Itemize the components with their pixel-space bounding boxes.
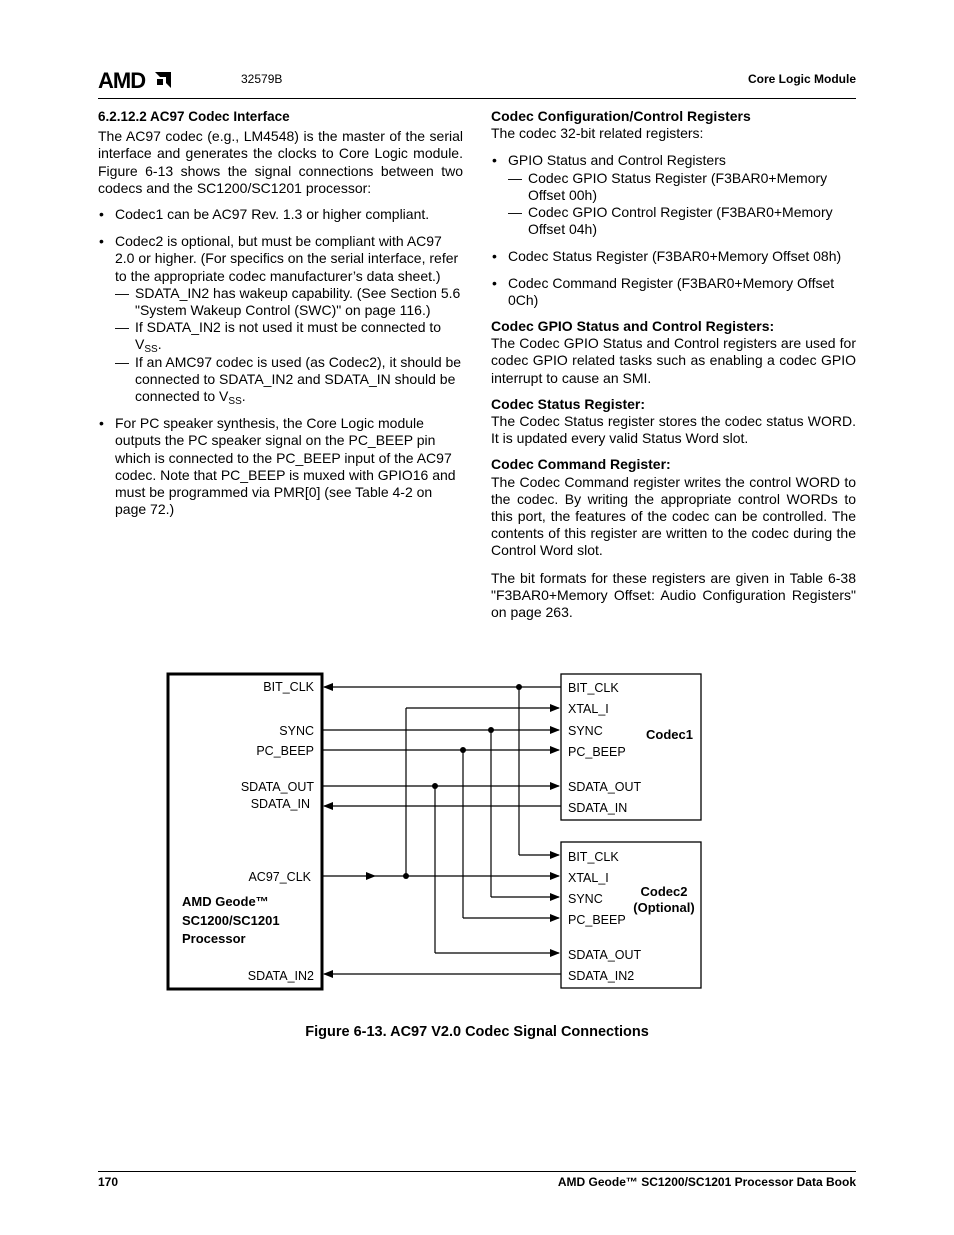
doc-id: 32579B bbox=[241, 72, 283, 86]
codec1-label: Codec1 bbox=[646, 727, 693, 742]
proc-pin-bit-clk: BIT_CLK bbox=[263, 680, 314, 694]
reg-gpio-control: — Codec GPIO Control Register (F3BAR0+Memory Offset 04h) bbox=[508, 204, 856, 238]
codec2-pin-sdata-out: SDATA_OUT bbox=[568, 948, 642, 962]
codec2-pin-xtal-i: XTAL_I bbox=[568, 871, 609, 885]
junction-dot bbox=[488, 727, 494, 733]
header-rule bbox=[98, 98, 856, 99]
footer-rule bbox=[98, 1171, 856, 1172]
proc-pin-pc-beep: PC_BEEP bbox=[256, 744, 314, 758]
processor-box bbox=[168, 674, 322, 989]
processor-label-line3: Processor bbox=[182, 931, 246, 946]
junction-dot bbox=[432, 783, 438, 789]
codec2-label-line2: (Optional) bbox=[633, 900, 695, 915]
codec2-box bbox=[561, 842, 701, 988]
codec2-label-line1: Codec2 bbox=[640, 884, 688, 899]
regs-heading: Codec Configuration/Control Registers bbox=[491, 108, 751, 124]
status-text: The Codec Status register stores the codec status WORD. It is updated every valid Status Word slot. bbox=[491, 413, 856, 447]
processor-label-line2: SC1200/SC1201 bbox=[182, 913, 280, 928]
codec1-pin-xtal-i: XTAL_I bbox=[568, 702, 609, 716]
codec2-pin-sync: SYNC bbox=[568, 892, 603, 906]
figure-caption: Figure 6-13. AC97 V2.0 Codec Signal Connections bbox=[305, 1024, 649, 1040]
codec1-pin-pc-beep: PC_BEEP bbox=[568, 745, 626, 759]
codec2-pin-pc-beep: PC_BEEP bbox=[568, 913, 626, 927]
bitformat-text: The bit formats for these registers are given in Table 6-38 "F3BAR0+Memory Offset: Audio Configuration Registers" on page 263. bbox=[491, 569, 856, 621]
codec2-pin-sdata-in2: SDATA_IN2 bbox=[568, 969, 635, 983]
codec1-pin-bit-clk: BIT_CLK bbox=[568, 681, 619, 695]
intro-paragraph: The AC97 codec (e.g., LM4548) is the master of the serial interface and generates the clocks to Core Logic module. Figure 6-13 shows the signal connections between two codecs and the SC1200/SC1201 processor: bbox=[98, 128, 463, 196]
right-column bbox=[491, 108, 856, 621]
proc-pin-sdata-in: SDATA_IN bbox=[250, 797, 310, 811]
reg-status: • Codec Status Register (F3BAR0+Memory Offset 08h) bbox=[491, 248, 856, 265]
bullet-pc-speaker: • For PC speaker synthesis, the Core Logic module outputs the PC speaker signal on the PC_BEEP pin which is connected to the PC_BEEP input of the AC97 codec. Note that PC_BEEP is muxed with GPIO16 and must be programmed via PMR[0] (see Table 4-2 on page 72.) bbox=[98, 415, 463, 518]
book-title: AMD Geode™ SC1200/SC1201 Processor Data Book bbox=[557, 1175, 856, 1189]
junction-dot bbox=[403, 873, 409, 879]
command-heading: Codec Command Register: bbox=[491, 456, 671, 473]
codec1-pin-sync: SYNC bbox=[568, 724, 603, 738]
junction-dot bbox=[460, 747, 466, 753]
command-text: The Codec Command register writes the control WORD to the codec. By writing the appropriate control WORDs to this port, the features of the codec can be controlled. The contents of this register are written to the codec during the Control Word slot. bbox=[491, 473, 856, 559]
amd-logo bbox=[98, 69, 174, 91]
left-column bbox=[98, 108, 463, 518]
proc-pin-sdata-out: SDATA_OUT bbox=[240, 780, 314, 794]
regs-intro: The codec 32-bit related registers: bbox=[491, 125, 704, 142]
module-name: Core Logic Module bbox=[748, 72, 856, 86]
status-heading: Codec Status Register: bbox=[491, 395, 646, 412]
amd-logo-text: AMD bbox=[98, 69, 146, 91]
reg-command: • Codec Command Register (F3BAR0+Memory Offset 0Ch) bbox=[491, 275, 856, 309]
proc-pin-sync: SYNC bbox=[279, 724, 314, 738]
dash-amc97: — If an AMC97 codec is used (as Codec2), it should be connected to SDATA_IN2 and SDATA_IN should be connected to $V_{SS}$. bbox=[115, 354, 463, 406]
reg-gpio: • GPIO Status and Control Registers — Codec GPIO Status Register (F3BAR0+Memory Offset 00h) — Codec GPIO Control Register (F3BAR0+Memory Offset 04h) bbox=[491, 152, 856, 238]
gpio-heading: Codec GPIO Status and Control Registers: bbox=[491, 318, 775, 335]
codec2-pin-bit-clk: BIT_CLK bbox=[568, 850, 619, 864]
section-title: 6.2.12.2 AC97 Codec Interface bbox=[98, 109, 290, 124]
gpio-text: The Codec GPIO Status and Control registers are used for codec GPIO related tasks such as enabling a codec GPIO interrupt to cause an SMI. bbox=[491, 335, 856, 386]
dash-sdata-in2-wakeup: — SDATA_IN2 has wakeup capability. (See Section 5.6 "System Wakeup Control (SWC)" on page 116.) bbox=[115, 285, 463, 319]
junction-dot bbox=[516, 684, 522, 690]
page-number: 170 bbox=[98, 1175, 119, 1189]
bullet-codec1: • Codec1 can be AC97 Rev. 1.3 or higher compliant. bbox=[98, 206, 463, 223]
codec1-pin-sdata-in: SDATA_IN bbox=[568, 801, 628, 815]
codec1-pin-sdata-out: SDATA_OUT bbox=[568, 780, 642, 794]
bullet-codec2: • Codec2 is optional, but must be compliant with AC97 2.0 or higher. (For specifics on the serial interface, refer to the appropriate codec manufacturer’s data sheet.) — SDATA_IN2 has wakeup capability. (See Section 5.6 "System Wakeup Control (SWC)" on page 116.) — If SDATA_IN2 is not used it must be connected to $V_{SS}$. — If an AMC97 codec is used (as Codec2), it should be connected to SDATA_IN2 and SDATA_IN should be connected to $V_{SS}$. bbox=[98, 233, 463, 405]
proc-pin-ac97-clk: AC97_CLK bbox=[248, 870, 311, 884]
codec1-box bbox=[561, 674, 701, 820]
reg-gpio-status: — Codec GPIO Status Register (F3BAR0+Memory Offset 00h) bbox=[508, 170, 856, 204]
proc-pin-sdata-in2: SDATA_IN2 bbox=[247, 969, 314, 983]
processor-label-line1: AMD Geode™ bbox=[182, 894, 269, 909]
dash-sdata-in2-unused: — If SDATA_IN2 is not used it must be connected to $V_{SS}$. bbox=[115, 319, 463, 353]
